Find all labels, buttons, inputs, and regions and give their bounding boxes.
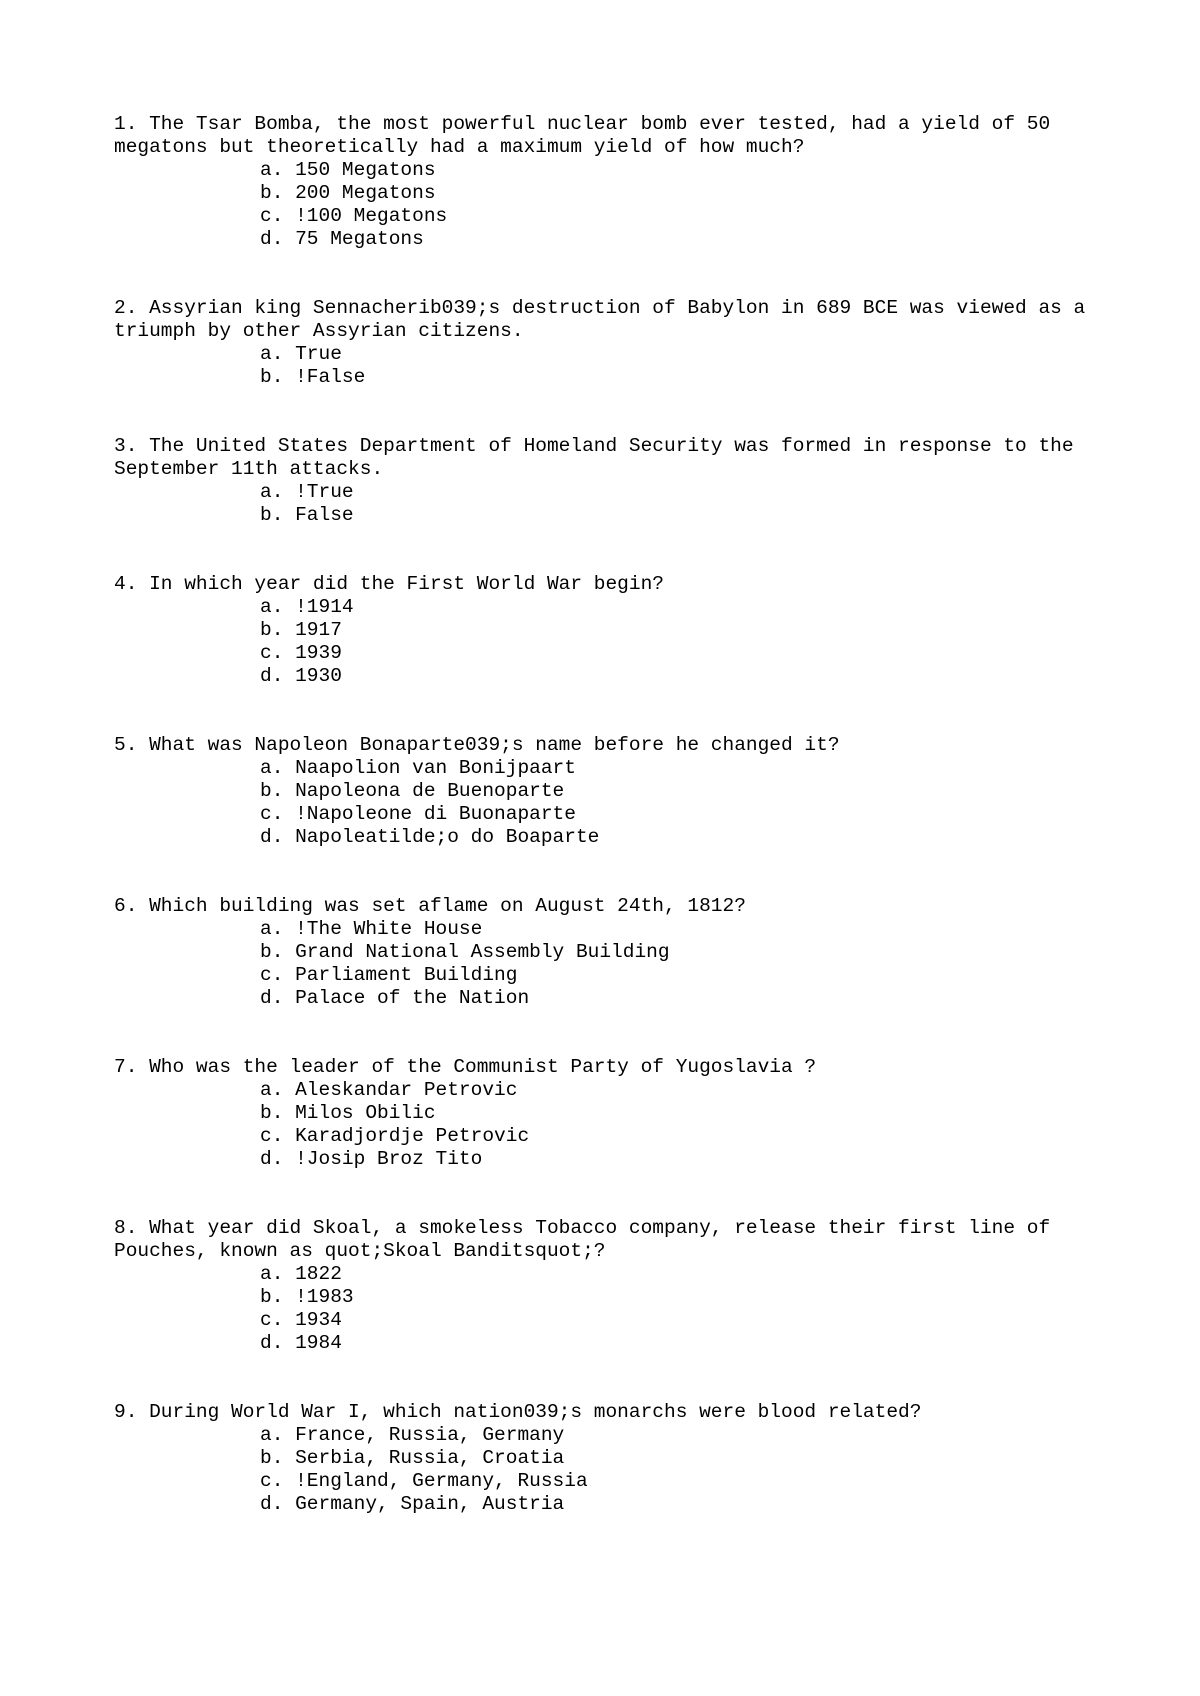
answer-option: d. Palace of the Nation (260, 987, 530, 1009)
option-list (114, 1263, 1114, 1355)
answer-option: d. 1930 (260, 665, 342, 687)
question-item (114, 1217, 1114, 1355)
answer-option: b. False (260, 504, 354, 526)
option-list (114, 1424, 1114, 1516)
question-text: 5. What was Napoleon Bonaparte039;s name before he changed it? (114, 734, 840, 756)
option-list (114, 343, 1114, 389)
question-text: 6. Which building was set aflame on August 24th, 1812? (114, 895, 746, 917)
answer-option: c. !Napoleone di Buonaparte (260, 803, 576, 825)
answer-option: a. Naapolion van Bonijpaart (260, 757, 576, 779)
answer-option: b. 200 Megatons (260, 182, 436, 204)
answer-option: c. 1939 (260, 642, 342, 664)
answer-option: c. 1934 (260, 1309, 342, 1331)
answer-option: b. Serbia, Russia, Croatia (260, 1447, 565, 1469)
answer-option: a. !True (260, 481, 354, 503)
answer-option: d. 75 Megatons (260, 228, 424, 250)
answer-option: d. Germany, Spain, Austria (260, 1493, 565, 1515)
answer-option: b. !1983 (260, 1286, 354, 1308)
option-list (114, 159, 1114, 251)
question-text: 7. Who was the leader of the Communist Party of Yugoslavia ? (114, 1056, 817, 1078)
answer-option: a. !The White House (260, 918, 483, 940)
answer-option: b. !False (260, 366, 366, 388)
answer-option: c. !100 Megatons (260, 205, 448, 227)
answer-option: b. Napoleona de Buenoparte (260, 780, 565, 802)
option-list (114, 481, 1114, 527)
option-list (114, 1079, 1114, 1171)
question-item (114, 1401, 1114, 1516)
answer-option: a. 150 Megatons (260, 159, 436, 181)
question-item (114, 1056, 1114, 1171)
question-item (114, 113, 1114, 251)
answer-option: a. !1914 (260, 596, 354, 618)
question-item (114, 895, 1114, 1010)
answer-option: a. Aleskandar Petrovic (260, 1079, 518, 1101)
question-text: 1. The Tsar Bomba, the most powerful nuclear bomb ever tested, had a yield of 50 megatons but theoretically had a maximum yield of how much? (114, 113, 1062, 158)
question-item (114, 297, 1114, 389)
answer-option: b. 1917 (260, 619, 342, 641)
answer-option: c. !England, Germany, Russia (260, 1470, 588, 1492)
question-text: 9. During World War I, which nation039;s monarchs were blood related? (114, 1401, 922, 1423)
question-list (114, 113, 1114, 1562)
answer-option: b. Milos Obilic (260, 1102, 436, 1124)
question-item (114, 573, 1114, 688)
answer-option: a. France, Russia, Germany (260, 1424, 565, 1446)
answer-option: b. Grand National Assembly Building (260, 941, 670, 963)
question-item (114, 435, 1114, 527)
answer-option: d. !Josip Broz Tito (260, 1148, 483, 1170)
question-text: 8. What year did Skoal, a smokeless Tobacco company, release their first line of Pouches, known as quot;Skoal Banditsquot;? (114, 1217, 1062, 1262)
question-text: 3. The United States Department of Homeland Security was formed in response to the September 11th attacks. (114, 435, 1086, 480)
answer-option: d. 1984 (260, 1332, 342, 1354)
question-item (114, 734, 1114, 849)
question-text: 2. Assyrian king Sennacherib039;s destruction of Babylon in 689 BCE was viewed as a triumph by other Assyrian citizens. (114, 297, 1097, 342)
answer-option: d. Napoleatilde;o do Boaparte (260, 826, 600, 848)
option-list (114, 757, 1114, 849)
question-text: 4. In which year did the First World War begin? (114, 573, 664, 595)
answer-option: a. True (260, 343, 342, 365)
answer-option: a. 1822 (260, 1263, 342, 1285)
option-list (114, 596, 1114, 688)
option-list (114, 918, 1114, 1010)
answer-option: c. Karadjordje Petrovic (260, 1125, 530, 1147)
answer-option: c. Parliament Building (260, 964, 518, 986)
